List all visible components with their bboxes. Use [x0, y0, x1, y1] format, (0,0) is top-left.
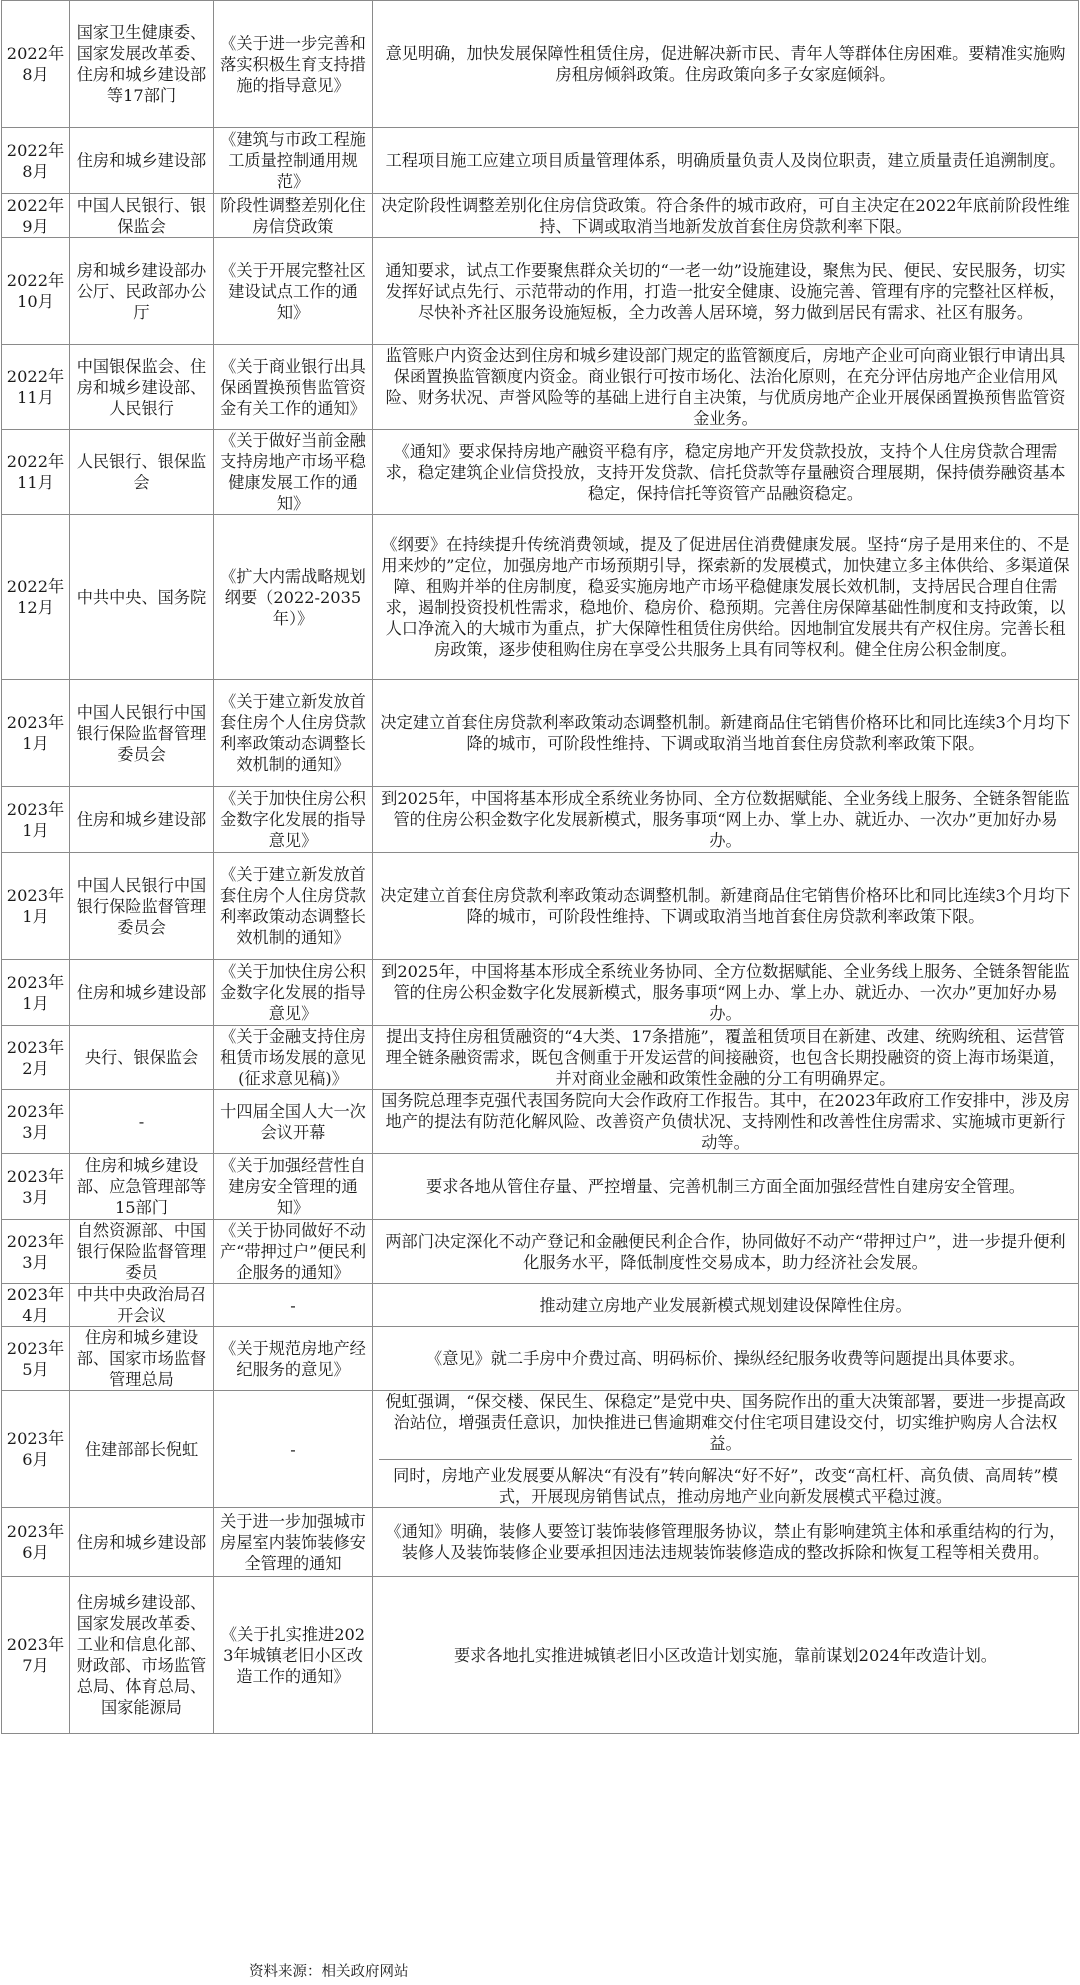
- content-cell: [373, 345, 1079, 430]
- date-cell: 2022年8月: [2, 1, 70, 128]
- content-paragraph: 同时，房地产业发展要从解决“有没有”转向解决“好不好”，改变“高杠杆、高负债、高周转”模式，开展现房销售试点，推动房地产业向新发展模式平稳过渡。: [379, 1459, 1072, 1507]
- table-row: [2, 1284, 1079, 1327]
- content-cell: [373, 515, 1079, 680]
- document-cell: 《关于扎实推进2023年城镇老旧小区改造工作的通知》: [214, 1577, 373, 1734]
- content-cell: [373, 128, 1079, 194]
- content-cell: [373, 238, 1079, 345]
- table-row: [2, 1026, 1079, 1090]
- content-paragraph: 两部门决定深化不动产登记和金融便民利企合作，协同做好不动产“带押过户”，进一步提升便利化服务水平，降低制度性交易成本，助力经济社会发展。: [385, 1231, 1066, 1272]
- document-cell: 《关于开展完整社区建设试点工作的通知》: [214, 238, 373, 345]
- content-cell: [373, 1391, 1079, 1508]
- content-paragraph: 决定建立首套住房贷款利率政策动态调整机制。新建商品住宅销售价格环比和同比连续3个月均下降的城市，可阶段性维持、下调或取消当地首套住房贷款利率政策下限。: [380, 713, 1071, 753]
- content-cell: [373, 853, 1079, 960]
- date-cell: 2023年3月: [2, 1220, 70, 1284]
- document-cell: 《扩大内需战略规划纲要（2022-2035年）》: [214, 515, 373, 680]
- document-cell: 《建筑与市政工程施工质量控制通用规范》: [214, 128, 373, 194]
- document-cell: 《关于协同做好不动产“带押过户”便民利企服务的通知》: [214, 1220, 373, 1284]
- table-row: [2, 787, 1079, 853]
- department-cell: 住房和城乡建设部: [70, 128, 214, 194]
- table-row: [2, 1508, 1079, 1577]
- date-cell: 2023年1月: [2, 680, 70, 787]
- content-paragraph: 要求各地扎实推进城镇老旧小区改造计划实施，靠前谋划2024年改造计划。: [453, 1645, 997, 1665]
- content-paragraph: 到2025年，中国将基本形成全系统业务协同、全方位数据赋能、全业务线上服务、全链条智能监管的住房公积金数字化发展新模式，服务事项“网上办、掌上办、就近办、一次办”更加好办易办。: [381, 962, 1070, 1023]
- content-cell: [373, 430, 1079, 515]
- content-cell: [373, 1220, 1079, 1284]
- content-paragraph: 《纲要》在持续提升传统消费领域，提及了促进居住消费健康发展。坚持“房子是用来住的、不是用来炒的”定位，加强房地产市场预期引导，探索新的发展模式，加快建立多主体供给、多渠道保障、租购并举的住房制度，稳妥实施房地产市场平稳健康发展长效机制，支持居民合理自住需求，遏制投资投机性需求，稳地价、稳房价、稳预期。完善住房保障基础性制度和支持政策，以人口净流入的大城市为重点，扩大保障性租赁住房供给。因地制宜发展共有产权住房。完善长租房政策，逐步使租购住房在享受公共服务上具有同等权利。健全住房公积金制度。: [381, 535, 1070, 659]
- content-cell: [373, 960, 1079, 1026]
- content-cell: [373, 680, 1079, 787]
- date-cell: 2023年1月: [2, 960, 70, 1026]
- department-cell: 自然资源部、中国银行保险监督管理委员: [70, 1220, 214, 1284]
- document-cell: 《关于建立新发放首套住房个人住房贷款利率政策动态调整长效机制的通知》: [214, 853, 373, 960]
- table-row: [2, 430, 1079, 515]
- content-paragraph: 工程项目施工应建立项目质量管理体系，明确质量负责人及岗位职责，建立质量责任追溯制度。: [385, 151, 1066, 170]
- date-cell: 2022年12月: [2, 515, 70, 680]
- document-cell: 《关于金融支持住房租赁市场发展的意见(征求意见稿)》: [214, 1026, 373, 1090]
- content-paragraph: 到2025年，中国将基本形成全系统业务协同、全方位数据赋能、全业务线上服务、全链条智能监管的住房公积金数字化发展新模式，服务事项“网上办、掌上办、就近办、一次办”更加好办易办。: [381, 789, 1070, 850]
- department-cell: 住房城乡建设部、国家发展改革委、工业和信息化部、财政部、市场监管总局、体育总局、国家能源局: [70, 1577, 214, 1734]
- document-cell: 十四届全国人大一次会议开幕: [214, 1090, 373, 1154]
- table-row: [2, 1327, 1079, 1391]
- document-cell: 《关于做好当前金融支持房地产市场平稳健康发展工作的通知》: [214, 430, 373, 515]
- content-cell: [373, 1577, 1079, 1734]
- date-cell: 2023年6月: [2, 1391, 70, 1508]
- content-paragraph: 《通知》要求保持房地产融资平稳有序，稳定房地产开发贷款投放，支持个人住房贷款合理需求，稳定建筑企业信贷投放，支持开发贷款、信托贷款等存量融资合理展期，保持债券融资基本稳定，保持信托等资管产品融资稳定。: [385, 441, 1066, 503]
- document-cell: 《关于加强经营性自建房安全管理的通知》: [214, 1154, 373, 1220]
- document-cell: 《关于进一步完善和落实积极生育支持措施的指导意见》: [214, 1, 373, 128]
- content-cell: [373, 1154, 1079, 1220]
- content-paragraph: 国务院总理李克强代表国务院向大会作政府工作报告。其中，在2023年政府工作安排中，涉及房地产的提法有防范化解风险、改善资产负债状况、支持刚性和改善性住房需求、实施城市更新行动等。: [381, 1091, 1070, 1152]
- department-cell: 中国人民银行中国银行保险监督管理委员会: [70, 680, 214, 787]
- content-cell: [373, 1284, 1079, 1327]
- date-cell: 2023年1月: [2, 853, 70, 960]
- content-cell: [373, 1327, 1079, 1391]
- content-paragraph: 监管账户内资金达到住房和城乡建设部门规定的监管额度后，房地产企业可向商业银行申请出具保函置换监管额度内资金。商业银行可按市场化、法治化原则，在充分评估房地产企业信用风险、财务状况、声誉风险等的基础上进行自主决策，与优质房地产企业开展保函置换预售监管资金业务。: [385, 346, 1066, 428]
- document-cell: 阶段性调整差别化住房信贷政策: [214, 194, 373, 238]
- content-paragraph: 决定阶段性调整差别化住房信贷政策。符合条件的城市政府，可自主决定在2022年底前阶段性维持、下调或取消当地新发放首套住房贷款利率下限。: [381, 195, 1070, 236]
- date-cell: 2022年11月: [2, 430, 70, 515]
- date-cell: 2022年11月: [2, 345, 70, 430]
- date-cell: 2023年3月: [2, 1090, 70, 1154]
- department-cell: 住房和城乡建设部: [70, 1508, 214, 1577]
- content-paragraph: 意见明确，加快发展保障性租赁住房，促进解决新市民、青年人等群体住房困难。要精准实施购房租房倾斜政策。住房政策向多子女家庭倾斜。: [385, 44, 1066, 84]
- content-paragraph: 《通知》明确，装修人要签订装饰装修管理服务协议，禁止有影响建筑主体和承重结构的行为，装修人及装饰装修企业要承担因违法违规装饰装修造成的整改拆除和恢复工程等相关费用。: [385, 1522, 1066, 1562]
- document-cell: 关于进一步加强城市房屋室内装饰装修安全管理的通知: [214, 1508, 373, 1577]
- date-cell: 2023年4月: [2, 1284, 70, 1327]
- content-cell: [373, 1026, 1079, 1090]
- department-cell: 住建部部长倪虹: [70, 1391, 214, 1508]
- table-row: [2, 515, 1079, 680]
- department-cell: 中国人民银行、银保监会: [70, 194, 214, 238]
- document-cell: 《关于加快住房公积金数字化发展的指导意见》: [214, 960, 373, 1026]
- department-cell: 中共中央政治局召开会议: [70, 1284, 214, 1327]
- document-cell: 《关于规范房地产经纪服务的意见》: [214, 1327, 373, 1391]
- department-cell: 住房和城乡建设部、应急管理部等15部门: [70, 1154, 214, 1220]
- content-cell: [373, 787, 1079, 853]
- content-cell: [373, 1, 1079, 128]
- source-note: 资料来源：相关政府网站: [249, 1964, 409, 1980]
- date-cell: 2023年2月: [2, 1026, 70, 1090]
- policy-table: [1, 0, 1079, 1734]
- table-row: [2, 1090, 1079, 1154]
- content-cell: [373, 1090, 1079, 1154]
- content-paragraph: 倪虹强调，“保交楼、保民生、保稳定”是党中央、国务院作出的重大决策部署，要进一步提高政治站位，增强责任意识，加快推进已售逾期难交付住宅项目建设交付，切实维护购房人合法权益。: [385, 1392, 1066, 1453]
- department-cell: 央行、银保监会: [70, 1026, 214, 1090]
- date-cell: 2023年6月: [2, 1508, 70, 1577]
- table-row: [2, 853, 1079, 960]
- department-cell: 住房和城乡建设部: [70, 787, 214, 853]
- table-row: [2, 1391, 1079, 1508]
- date-cell: 2023年1月: [2, 787, 70, 853]
- content-paragraph: 决定建立首套住房贷款利率政策动态调整机制。新建商品住宅销售价格环比和同比连续3个月均下降的城市，可阶段性维持、下调或取消当地首套住房贷款利率政策下限。: [380, 886, 1071, 926]
- department-cell: 住房和城乡建设部、国家市场监督管理总局: [70, 1327, 214, 1391]
- document-cell: 《关于加快住房公积金数字化发展的指导意见》: [214, 787, 373, 853]
- table-row: [2, 345, 1079, 430]
- document-cell: 《关于商业银行出具保函置换预售监管资金有关工作的通知》: [214, 345, 373, 430]
- content-paragraph: 通知要求，试点工作要聚焦群众关切的“一老一幼”设施建设，聚焦为民、便民、安民服务，切实发挥好试点先行、示范带动的作用，打造一批安全健康、设施完善、管理有序的完整社区样板，尽快补齐社区服务设施短板，全力改善人居环境，努力做到居民有需求、社区有服务。: [385, 260, 1066, 322]
- date-cell: 2022年9月: [2, 194, 70, 238]
- content-cell: [373, 1508, 1079, 1577]
- date-cell: 2023年5月: [2, 1327, 70, 1391]
- policy-table-body: [2, 1, 1079, 1734]
- department-cell: 人民银行、银保监会: [70, 430, 214, 515]
- department-cell: 中国人民银行中国银行保险监督管理委员会: [70, 853, 214, 960]
- table-row: [2, 238, 1079, 345]
- content-cell: [373, 194, 1079, 238]
- department-cell: 中国银保监会、住房和城乡建设部、人民银行: [70, 345, 214, 430]
- table-row: [2, 1, 1079, 128]
- table-row: [2, 1154, 1079, 1220]
- department-cell: 国家卫生健康委、国家发展改革委、住房和城乡建设部等17部门: [70, 1, 214, 128]
- document-cell: -: [214, 1391, 373, 1508]
- content-paragraph: 《意见》就二手房中介费过高、明码标价、操纵经纪服务收费等问题提出具体要求。: [426, 1349, 1025, 1368]
- department-cell: 房和城乡建设部办公厅、民政部办公厅: [70, 238, 214, 345]
- content-paragraph: 推动建立房地产业发展新模式规划建设保障性住房。: [539, 1295, 912, 1315]
- document-cell: -: [214, 1284, 373, 1327]
- content-paragraph: 提出支持住房租赁融资的“4大类、17条措施”，覆盖租赁项目在新建、改建、统购统租、运营管理全链条融资需求，既包含侧重于开发运营的间接融资，也包含长期投融资的资上海市场渠道，并对商业金融和政策性金融的分工有明确界定。: [385, 1027, 1066, 1088]
- date-cell: 2023年3月: [2, 1154, 70, 1220]
- table-row: [2, 1220, 1079, 1284]
- table-row: [2, 1577, 1079, 1734]
- date-cell: 2022年8月: [2, 128, 70, 194]
- department-cell: 中共中央、国务院: [70, 515, 214, 680]
- table-row: [2, 960, 1079, 1026]
- department-cell: -: [70, 1090, 214, 1154]
- table-row: [2, 680, 1079, 787]
- department-cell: 住房和城乡建设部: [70, 960, 214, 1026]
- table-row: [2, 194, 1079, 238]
- document-cell: 《关于建立新发放首套住房个人住房贷款利率政策动态调整长效机制的通知》: [214, 680, 373, 787]
- date-cell: 2023年7月: [2, 1577, 70, 1734]
- table-row: [2, 128, 1079, 194]
- date-cell: 2022年10月: [2, 238, 70, 345]
- content-paragraph: 要求各地从管住存量、严控增量、完善机制三方面全面加强经营性自建房安全管理。: [426, 1177, 1025, 1196]
